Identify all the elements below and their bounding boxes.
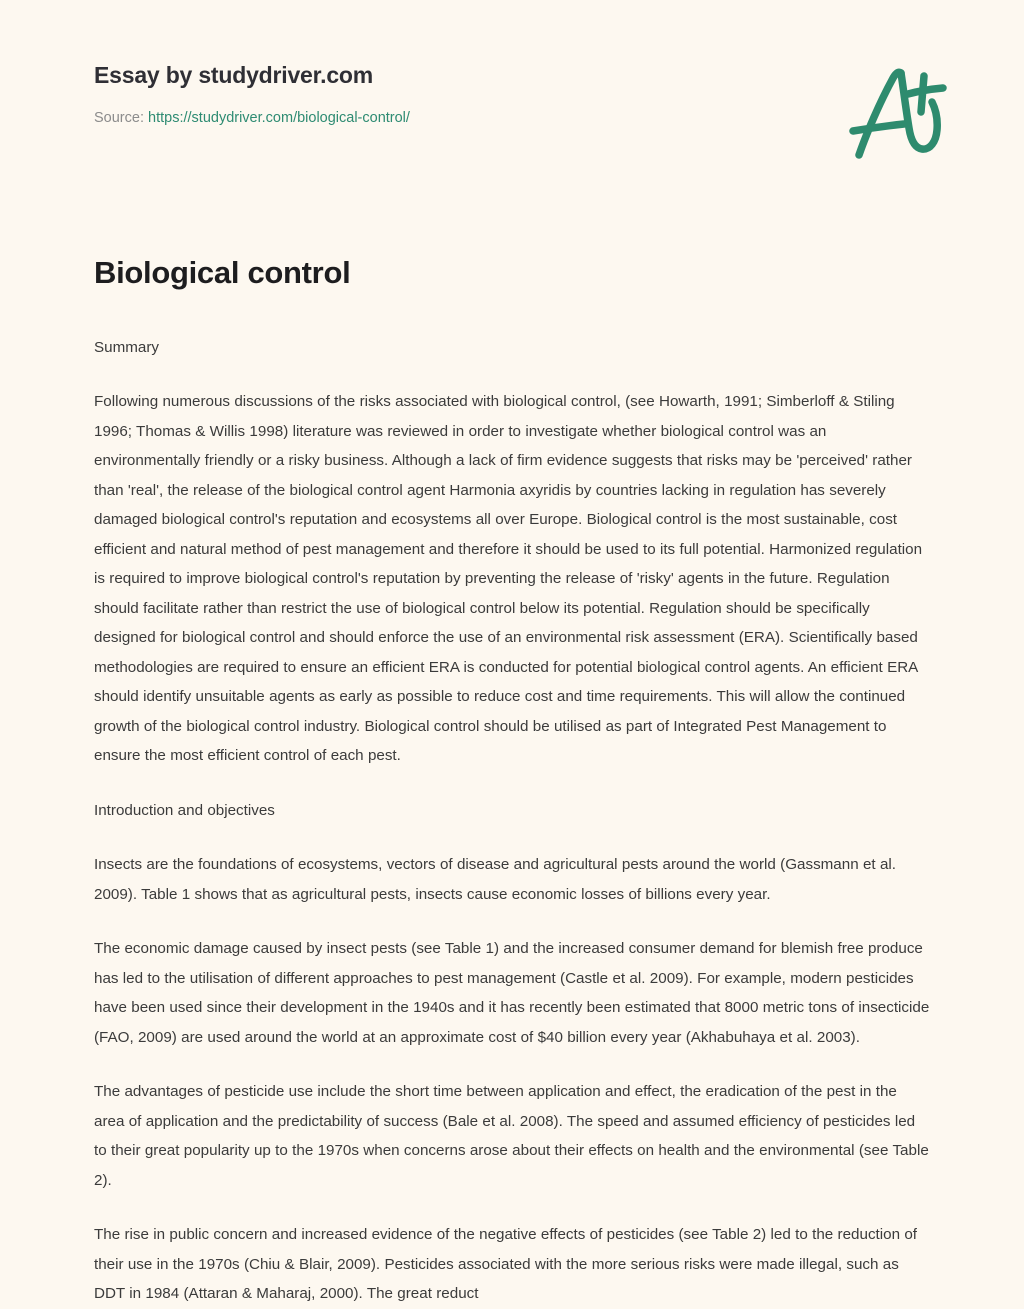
section-heading-introduction: Introduction and objectives — [94, 801, 275, 819]
paragraph-pesticide-advantages: The advantages of pesticide use include the short time between application and effect, the eradication of the pest in the area of application and the predictability of success (Bale et al. 2008). The speed and assumed efficiency of pesticides led to their great popularity up to the 1970s when concerns arose about their effects on health and the environmental (see Table 2). — [94, 1083, 929, 1189]
a-plus-logo-icon — [840, 58, 960, 170]
section-heading-summary: Summary — [94, 338, 159, 356]
brand-title: Essay by studydriver.com — [94, 62, 374, 88]
paragraph-summary-body: Following numerous discussions of the risks associated with biological control, (see Howarth, 1991; Simberloff & Stiling 1996; Thomas & Willis 1998) literature was reviewed in order to investigate whether biological control was an environmentally friendly or a risky business. Although a lack of firm evidence suggests that risks may be 'perceived' rather than 'real', the release of the biological control agent Harmonia axyridis by countries lacking in regulation has severely damaged biological control's reputation and ecosystems all over Europe. Biological control is the most sustainable, cost efficient and natural method of pest management and therefore it should be used to its full potential. Harmonized regulation is required to improve biological control's reputation by preventing the release of 'risky' agents in the future. Regulation should facilitate rather than restrict the use of biological control below its potential. Regulation should be specifically designed for biological control and should enforce the use of an environmental risk assessment (ERA). Scientifically based methodologies are required to ensure an efficient ERA is conducted for potential biological control agents. An efficient ERA should identify unsuitable agents as early as possible to reduce cost and time requirements. This will allow the continued growth of the biological control industry. Biological control should be utilised as part of Integrated Pest Management to ensure the most efficient control of each pest. — [94, 393, 923, 765]
page-header — [0, 0, 1024, 190]
paragraph-economic-damage: The economic damage caused by insect pests (see Table 1) and the increased consumer demand for blemish free produce has led to the utilisation of different approaches to pest management (Castle et al. 2009). For example, modern pesticides have been used since their development in the 1940s and it has recently been estimated that 8000 metric tons of insecticide (FAO, 2009) are used around the world at an approximate cost of $40 billion every year (Akhabuhaya et al. 2003). — [94, 940, 930, 1046]
paragraph-insects-foundations: Insects are the foundations of ecosystems, vectors of disease and agricultural pests around the world (Gassmann et al. 2009). Table 1 shows that as agricultural pests, insects cause economic losses of billions every year. — [94, 856, 896, 903]
page-title: Biological control — [94, 255, 351, 290]
a-plus-logo — [840, 58, 960, 170]
article-body — [0, 293, 1024, 1309]
source-url-link[interactable]: https://studydriver.com/biological-control/ — [148, 109, 410, 126]
source-label: Source: — [94, 109, 144, 126]
paragraph-public-concern: The rise in public concern and increased evidence of the negative effects of pesticides (see Table 2) led to the reduction of their use in the 1970s (Chiu & Blair, 2009). Pesticides associated with the more serious risks were made illegal, such as DDT in 1984 (Attaran & Maharaj, 2000). The great reduct — [94, 1226, 918, 1303]
source-line — [94, 109, 960, 128]
